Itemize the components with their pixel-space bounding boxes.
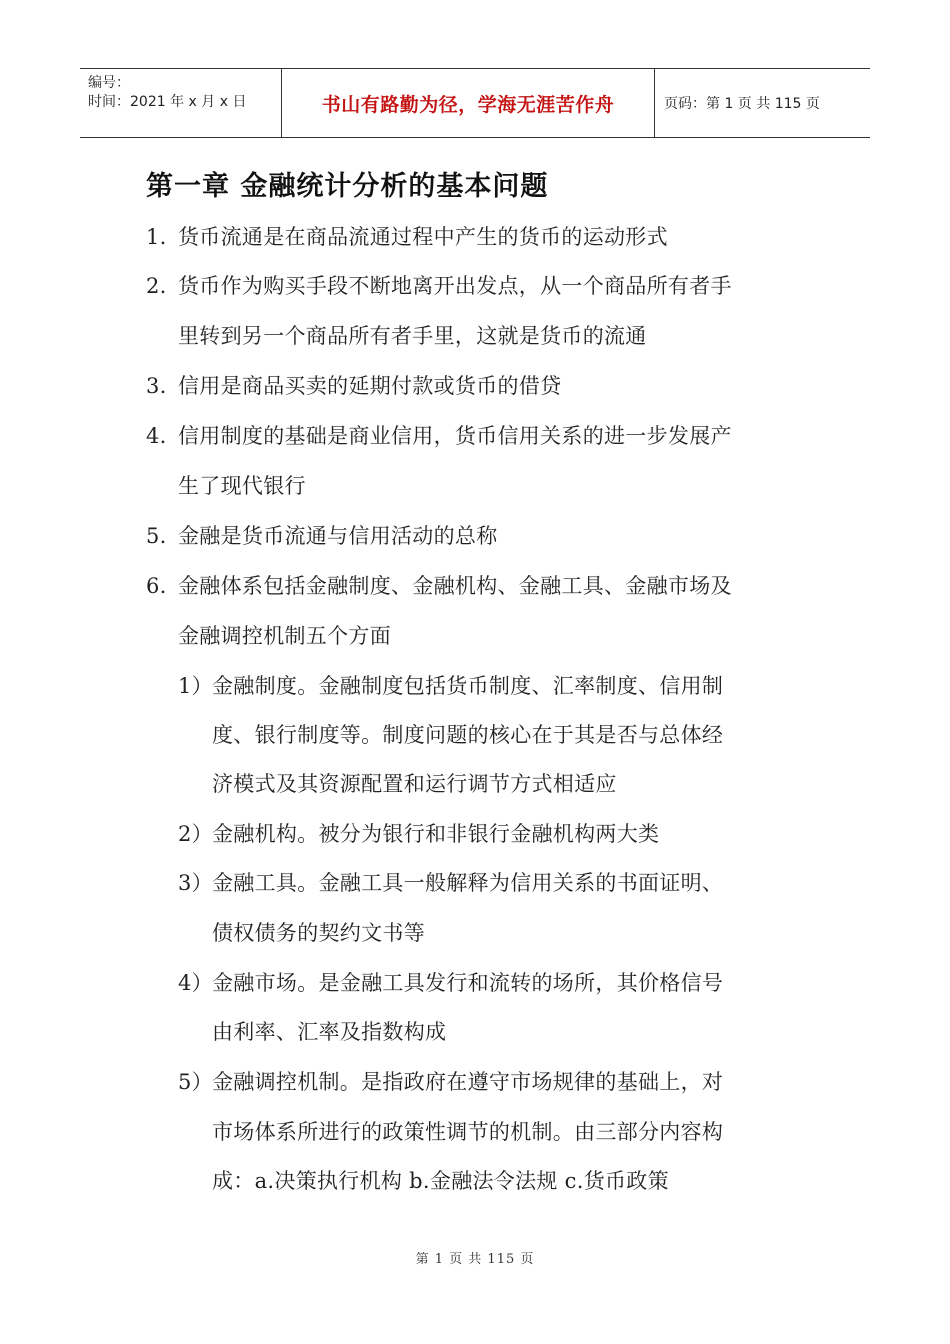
sub-item-continuation: 债权债务的契约文书等 bbox=[212, 921, 425, 945]
number-label: 编号： bbox=[88, 75, 130, 91]
sub-item-continuation: 由利率、汇率及指数构成 bbox=[212, 1020, 447, 1044]
sub-item-continuation: 市场体系所进行的政策性调节的机制。由三部分内容构 bbox=[212, 1120, 724, 1144]
item-continuation: 金融调控机制五个方面 bbox=[178, 624, 391, 648]
list-item bbox=[146, 221, 668, 251]
sub-item-continuation: 济模式及其资源配置和运行调节方式相适应 bbox=[212, 772, 617, 796]
list-item bbox=[146, 520, 498, 550]
list-item bbox=[146, 370, 561, 400]
sub-item-number: 5） bbox=[178, 1070, 213, 1094]
item-number: 3. bbox=[146, 374, 167, 398]
time-label: 时间：2021 年 x 月 x 日 bbox=[88, 94, 247, 110]
header-motto: 书山有路勤为径，学海无涯苦作舟 bbox=[282, 69, 655, 137]
sub-list-item bbox=[178, 818, 659, 848]
sub-list-item bbox=[178, 967, 723, 997]
item-text: 金融是货币流通与信用活动的总称 bbox=[178, 524, 498, 548]
item-text: 货币流通是在商品流通过程中产生的货币的运动形式 bbox=[178, 225, 668, 249]
item-text: 信用是商品买卖的延期付款或货币的借贷 bbox=[178, 374, 562, 398]
sub-item-number: 4） bbox=[178, 971, 213, 995]
header-meta bbox=[80, 69, 282, 137]
sub-item-text: 金融制度。金融制度包括货币制度、汇率制度、信用制 bbox=[212, 674, 724, 698]
item-number: 5. bbox=[146, 524, 167, 548]
sub-list-item bbox=[178, 867, 723, 897]
list-item bbox=[146, 270, 732, 300]
document-header bbox=[80, 68, 870, 138]
item-number: 6. bbox=[146, 574, 167, 598]
sub-item-text: 金融市场。是金融工具发行和流转的场所，其价格信号 bbox=[212, 971, 724, 995]
sub-item-text: 金融工具。金融工具一般解释为信用关系的书面证明、 bbox=[212, 871, 724, 895]
page-footer: 第 1 页 共 115 页 bbox=[415, 1252, 535, 1267]
chapter-title: 第一章 金融统计分析的基本问题 bbox=[146, 171, 549, 202]
item-number: 2. bbox=[146, 274, 167, 298]
header-page-info: 页码：第 1 页 共 115 页 bbox=[664, 96, 820, 112]
sub-item-continuation: 成：a.决策执行机构 b.金融法令法规 c.货币政策 bbox=[212, 1169, 669, 1193]
item-continuation: 里转到另一个商品所有者手里，这就是货币的流通 bbox=[178, 324, 647, 348]
sub-item-continuation: 度、银行制度等。制度问题的核心在于其是否与总体经 bbox=[212, 723, 724, 747]
list-item bbox=[146, 420, 732, 450]
item-text: 金融体系包括金融制度、金融机构、金融工具、金融市场及 bbox=[178, 574, 732, 598]
sub-item-text: 金融调控机制。是指政府在遵守市场规律的基础上，对 bbox=[212, 1070, 724, 1094]
item-number: 4. bbox=[146, 424, 167, 448]
item-text: 信用制度的基础是商业信用，货币信用关系的进一步发展产 bbox=[178, 424, 732, 448]
sub-item-number: 3） bbox=[178, 871, 213, 895]
sub-item-number: 2） bbox=[178, 822, 213, 846]
item-text: 货币作为购买手段不断地离开出发点，从一个商品所有者手 bbox=[178, 274, 732, 298]
sub-item-number: 1） bbox=[178, 674, 213, 698]
sub-list-item bbox=[178, 1066, 723, 1096]
item-continuation: 生了现代银行 bbox=[178, 474, 306, 498]
sub-item-text: 金融机构。被分为银行和非银行金融机构两大类 bbox=[212, 822, 660, 846]
list-item bbox=[146, 570, 732, 600]
sub-list-item bbox=[178, 670, 723, 700]
item-number: 1. bbox=[146, 225, 167, 249]
